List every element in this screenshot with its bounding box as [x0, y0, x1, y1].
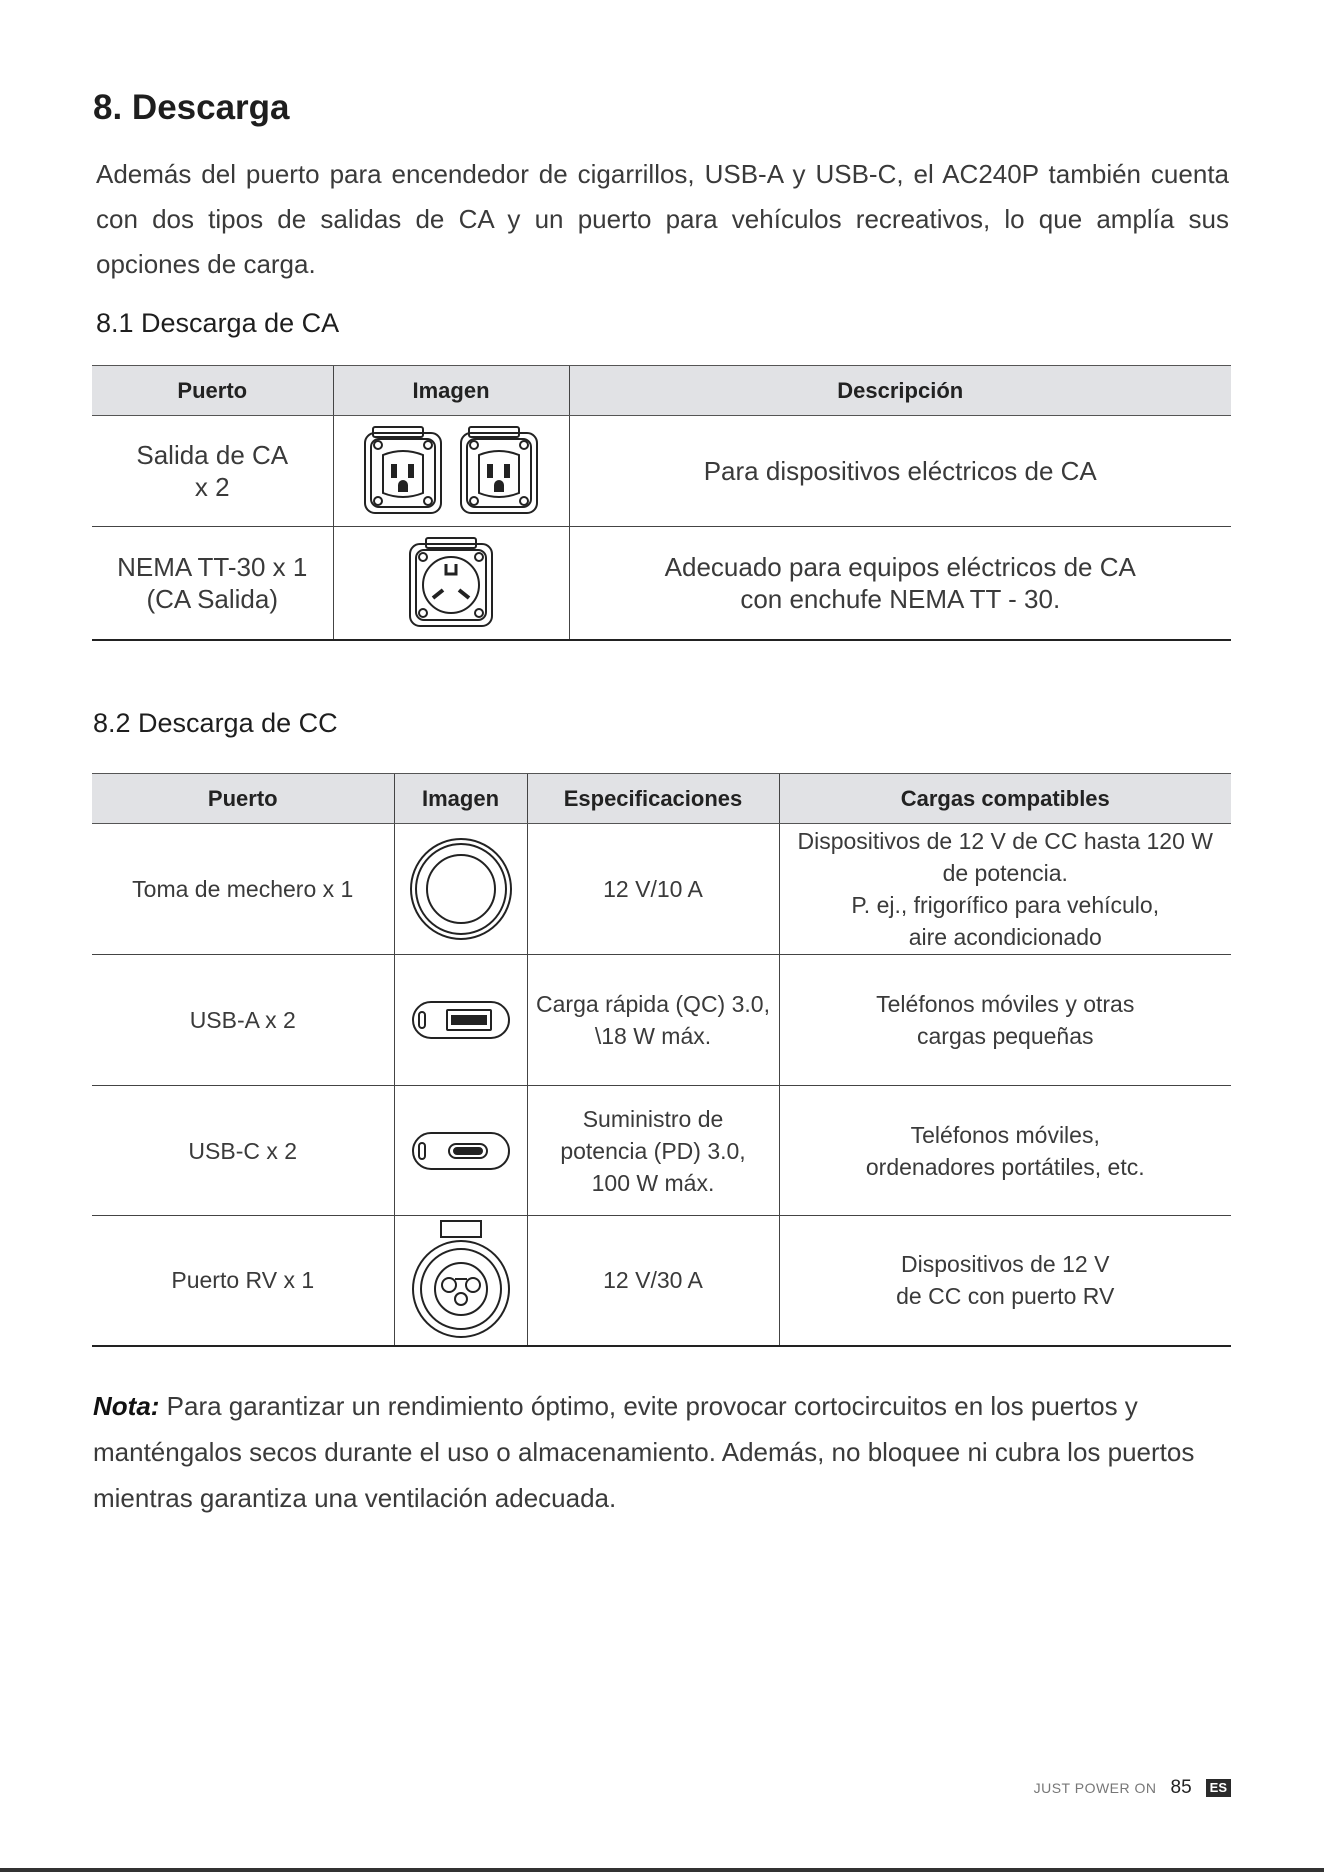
col-header: Descripción [569, 366, 1231, 416]
language-badge: ES [1206, 1779, 1231, 1797]
loads-cell: Teléfonos móviles y otras cargas pequeñas [779, 955, 1231, 1086]
table-row [92, 527, 1231, 640]
table-header-row [92, 366, 1231, 416]
spec-cell: 12 V/10 A [527, 824, 779, 955]
image-cell [394, 955, 527, 1086]
ac-section-heading: 8.1 Descarga de CA [96, 308, 340, 338]
table-row [92, 1216, 1231, 1346]
intro-paragraph: Además del puerto para encendedor de cigarrillos, USB-A y USB-C, el AC240P también cuenta con dos tipos de salidas de CA y un puerto para vehículos recreativos, lo que amplía sus opciones de carga. [96, 159, 1229, 279]
loads-cell: Teléfonos móviles, ordenadores portátiles, etc. [779, 1086, 1231, 1216]
dc-section-heading: 8.2 Descarga de CC [93, 708, 338, 738]
usb-a-port-icon [411, 998, 511, 1042]
nema-tt30-icon [406, 536, 496, 630]
bottom-border [0, 1868, 1324, 1872]
description-cell: Para dispositivos eléctricos de CA [569, 416, 1231, 527]
col-header: Especificaciones [527, 774, 779, 824]
loads-cell: Dispositivos de 12 V de CC con puerto RV [779, 1216, 1231, 1346]
image-cell [333, 416, 569, 527]
section-title: 8. Descarga [93, 88, 290, 127]
spec-cell: Carga rápida (QC) 3.0, \18 W máx. [527, 955, 779, 1086]
port-cell: Salida de CA x 2 [92, 416, 333, 527]
usb-c-port-icon [411, 1129, 511, 1173]
note-paragraph [93, 1383, 1233, 1521]
port-cell: NEMA TT-30 x 1 (CA Salida) [92, 527, 333, 640]
table-row [92, 824, 1231, 955]
port-cell: USB-C x 2 [92, 1086, 394, 1216]
image-cell [394, 1086, 527, 1216]
col-header: Puerto [92, 774, 394, 824]
col-header: Imagen [333, 366, 569, 416]
loads-cell: Dispositivos de 12 V de CC hasta 120 W de potencia. P. ej., frigorífico para vehículo, aire acondicionado [779, 824, 1231, 955]
image-cell [333, 527, 569, 640]
spec-cell: Suministro de potencia (PD) 3.0, 100 W máx. [527, 1086, 779, 1216]
rv-port-icon [411, 1219, 511, 1341]
cigarette-lighter-icon [409, 837, 513, 941]
table-row [92, 1086, 1231, 1216]
dc-output-table [92, 773, 1231, 1347]
port-cell: Toma de mechero x 1 [92, 824, 394, 955]
port-cell: USB-A x 2 [92, 955, 394, 1086]
table-header-row [92, 774, 1231, 824]
col-header: Puerto [92, 366, 333, 416]
image-cell [394, 1216, 527, 1346]
table-row [92, 416, 1231, 527]
page-number: 85 [1170, 1777, 1192, 1798]
page-footer [1034, 1777, 1231, 1799]
image-cell [394, 824, 527, 955]
note-label: Nota: [93, 1391, 160, 1421]
col-header: Cargas compatibles [779, 774, 1231, 824]
port-cell: Puerto RV x 1 [92, 1216, 394, 1346]
description-cell: Adecuado para equipos eléctricos de CA con enchufe NEMA TT - 30. [569, 527, 1231, 640]
col-header: Imagen [394, 774, 527, 824]
note-text: Para garantizar un rendimiento óptimo, evite provocar cortocircuitos en los puertos y manténgalos secos durante el uso o almacenamiento. Además, no bloquee ni cubra los puertos mientras garantiza una ventilación adecuada. [93, 1391, 1195, 1513]
table-row [92, 955, 1231, 1086]
ac-output-table [92, 365, 1231, 641]
brand-slogan: JUST POWER ON [1033, 1780, 1157, 1796]
ac-outlet-icon [361, 425, 541, 517]
spec-cell: 12 V/30 A [527, 1216, 779, 1346]
